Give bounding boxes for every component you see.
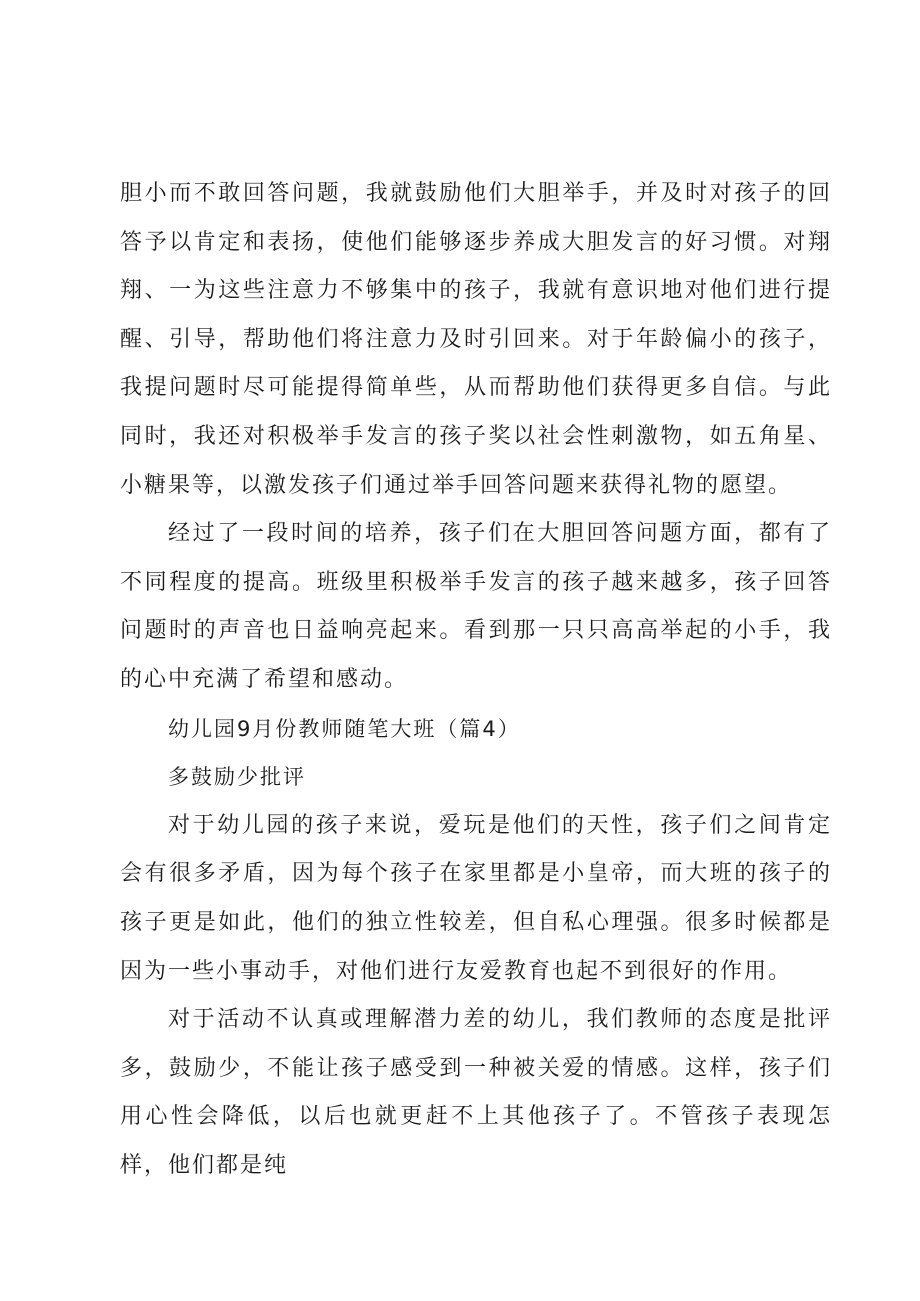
paragraph-intro: 对于幼儿园的孩子来说，爱玩是他们的天性，孩子们之间肯定会有很多矛盾，因为每个孩子在家里都是小皇帝，而大班的孩子的孩子更是如此，他们的独立性较差，但自私心理强。很多时候都是因为一些小事动手，对他们进行友爱教育也起不到很好的作用。 [120,812,832,984]
paragraph-continued: 胆小而不敢回答问题，我就鼓励他们大胆举手，并及时对孩子的回答予以肯定和表扬，使他们能够逐步养成大胆发言的好习惯。对翔翔、一为这些注意力不够集中的孩子，我就有意识地对他们进行提醒、引导，帮助他们将注意力及时引回来。对于年龄偏小的孩子，我提问题时尽可能提得简单些，从而帮助他们获得更多自信。与此同时，我还对积极举手发言的孩子奖以社会性刺激物，如五角星、小糖果等，以激发孩子们通过举手回答问题来获得礼物的愿望。 [120,181,832,498]
paragraph-attitude: 对于活动不认真或理解潜力差的幼儿，我们教师的态度是批评多，鼓励少，不能让孩子感受到一种被关爱的情感。这样，孩子们用心性会降低，以后也就更赶不上其他孩子了。不管孩子表现怎样，他们都是纯 [120,1007,832,1178]
section-subtitle: 多鼓励少批评 [168,765,306,790]
document-body [120,170,832,1190]
paragraph-progress: 经过了一段时间的培养，孩子们在大胆回答问题方面，都有了不同程度的提高。班级里积极举手发言的孩子越来越多，孩子回答问题时的声音也日益响亮起来。看到那一只只高高举起的小手，我的心中充满了希望和感动。 [120,521,832,692]
section-title: 幼儿园9月份教师随笔大班（篇4） [168,716,521,741]
